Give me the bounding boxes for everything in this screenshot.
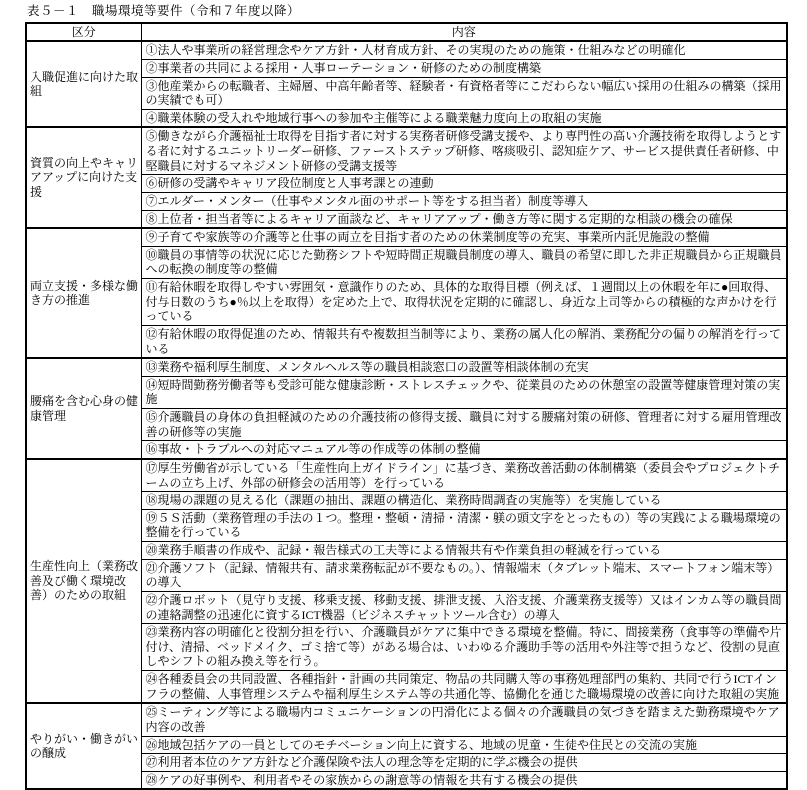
category-cell-job-satisfaction: やりがい・働きがいの醸成 (26, 703, 141, 789)
table-row (26, 325, 787, 358)
content-item-13: ⑬業務や福利厚生制度、メンタルヘルス等の職員相談窓口の設置等相談体制の充実 (141, 358, 787, 376)
table-row (26, 671, 787, 704)
content-item-24: ㉔各種委員会の共同設置、各種指針・計画の共同策定、物品の共同購入等の事務処理部門の集約、共同で行うICTインフラの整備、人事管理システムや福利厚生システム等の共通化等、協働化を通じた職場環境の改善に向けた取組の実施 (141, 671, 787, 704)
table-row (26, 77, 787, 109)
table-row (26, 127, 787, 174)
table-row (26, 591, 787, 623)
content-item-23: ㉓業務内容の明確化と役割分担を行い、介護職員がケアに集中できる環境を整備。特に、間接業務（食事等の準備や片付け、清掃、ベッドメイク、ゴミ捨て等）がある場合は、いわゆる介護助手等の活用や外注等で担うなど、役割の見直しやシフトの組み換え等を行う。 (141, 624, 787, 671)
group-recruitment (26, 41, 787, 127)
group-productivity (26, 459, 787, 703)
content-item-9: ⑨子育てや家族等の介護等と仕事の両立を目指す者のための休業制度等の充実、事業所内託児施設の整備 (141, 228, 787, 246)
table-row (26, 559, 787, 591)
table-row (26, 192, 787, 210)
table-row (26, 509, 787, 541)
content-item-17: ⑰厚生労働省が示している「生産性向上ガイドライン」に基づき、業務改善活動の体制構築（委員会やプロジェクトチームの立ち上げ、外部の研修会の活用等）を行っている (141, 459, 787, 492)
content-item-10: ⑩職員の事情等の状況に応じた勤務シフトや短時間正規職員制度の導入、職員の希望に即した非正規職員から正規職員への転換の制度等の整備 (141, 246, 787, 278)
content-item-8: ⑧上位者・担当者等によるキャリア面談など、キャリアアップ・働き方等に関する定期的な相談の機会の確保 (141, 210, 787, 228)
group-job-satisfaction (26, 703, 787, 789)
content-item-21: ㉑介護ソフト（記録、情報共有、請求業務転記が不要なもの。）、情報端末（タブレット端末、スマートフォン端末等）の導入 (141, 559, 787, 591)
content-item-22: ㉒介護ロボット（見守り支援、移乗支援、移動支援、排泄支援、入浴支援、介護業務支援等）又はインカム等の職員間の連絡調整の迅速化に資するICT機器（ビジネスチャットツール含む）の導入 (141, 591, 787, 623)
content-item-11: ⑪有給休暇を取得しやすい雰囲気・意識作りのため、具体的な取得目標（例えば、１週間以上の休暇を年に●回取得、付与日数のうち●％以上を取得）を定めた上で、取得状況を定期的に確認し、身近な上司等からの積極的な声かけを行っている (141, 279, 787, 326)
table-row (26, 441, 787, 459)
content-item-15: ⑮介護職員の身体の負担軽減のための介護技術の修得支援、職員に対する腰痛対策の研修、管理者に対する雇用管理改善の研修等の実施 (141, 409, 787, 441)
content-item-20: ⑳業務手順書の作成や、記録・報告様式の工夫等による情報共有や作業負担の軽減を行っている (141, 542, 787, 560)
content-item-28: ㉘ケアの好事例や、利用者やその家族からの謝意等の情報を共有する機会の提供 (141, 771, 787, 789)
table-title: 表５－１ 職場環境等要件（令和７年度以降） (27, 4, 301, 18)
table-row (26, 409, 787, 441)
table-row (26, 624, 787, 671)
table-row (26, 703, 787, 736)
content-item-7: ⑦エルダー・メンター（仕事やメンタル面のサポート等をする担当者）制度等導入 (141, 192, 787, 210)
table-row (26, 228, 787, 246)
group-career-support (26, 127, 787, 228)
content-item-5: ⑤働きながら介護福祉士取得を目指す者に対する実務者研修受講支援や、より専門性の高い介護技術を取得しようとする者に対するユニットリーダー研修、ファーストステップ研修、喀痰吸引、認知症ケア、サービス提供責任者研修、中堅職員に対するマネジメント研修の受講支援等 (141, 127, 787, 174)
content-item-25: ㉕ミーティング等による職場内コミュニケーションの円滑化による個々の介護職員の気づきを踏まえた勤務環境やケア内容の改善 (141, 703, 787, 736)
table-row (26, 492, 787, 510)
group-work-life-balance (26, 228, 787, 358)
content-item-6: ⑥研修の受講やキャリア段位制度と人事考課との連動 (141, 175, 787, 193)
header-category: 区分 (26, 23, 141, 42)
table-row (26, 771, 787, 789)
content-item-1: ①法人や事業所の経営理念やケア方針・人材育成方針、その実現のための施策・仕組みなどの明確化 (141, 41, 787, 59)
group-health-management (26, 358, 787, 459)
content-item-12: ⑫有給休暇の取得促進のため、情報共有や複数担当制等により、業務の属人化の解消、業務配分の偏りの解消を行っている (141, 325, 787, 358)
content-item-2: ②事業者の共同による採用・人事ローテーション・研修のための制度構築 (141, 59, 787, 77)
table-row (26, 109, 787, 127)
table-row (26, 210, 787, 228)
table-row (26, 175, 787, 193)
table-row (26, 358, 787, 376)
content-item-14: ⑭短時間勤務労働者等も受診可能な健康診断・ストレスチェックや、従業員のための休憩室の設置等健康管理対策の実施 (141, 376, 787, 408)
table-row (26, 736, 787, 754)
table-row (26, 754, 787, 772)
requirements-table (25, 22, 788, 790)
content-item-16: ⑯事故・トラブルへの対応マニュアル等の作成等の体制の整備 (141, 441, 787, 459)
header-row (26, 23, 787, 42)
category-cell-work-life-balance: 両立支援・多様な働き方の推進 (26, 228, 141, 358)
category-cell-health-management: 腰痛を含む心身の健康管理 (26, 358, 141, 459)
table-row (26, 376, 787, 408)
table-row (26, 41, 787, 59)
header-content: 内容 (141, 23, 787, 42)
table-row (26, 59, 787, 77)
content-item-26: ㉖地域包括ケアの一員としてのモチベーション向上に資する、地域の児童・生徒や住民との交流の実施 (141, 736, 787, 754)
content-item-18: ⑱現場の課題の見える化（課題の抽出、課題の構造化、業務時間調査の実施等）を実施している (141, 492, 787, 510)
category-cell-productivity: 生産性向上（業務改善及び働く環境改善）のための取組 (26, 459, 141, 703)
table-row (26, 459, 787, 492)
table-row (26, 246, 787, 278)
content-item-4: ④職業体験の受入れや地域行事への参加や主催等による職業魅力度向上の取組の実施 (141, 109, 787, 127)
content-item-3: ③他産業からの転職者、主婦層、中高年齢者等、経験者・有資格者等にこだわらない幅広い採用の仕組みの構築（採用の実績でも可） (141, 77, 787, 109)
table-header (26, 23, 787, 42)
content-item-19: ⑲５Ｓ活動（業務管理の手法の１つ。整理・整頓・清掃・清潔・躾の頭文字をとったもの）等の実践による職場環境の整備を行っている (141, 509, 787, 541)
table-row (26, 542, 787, 560)
content-item-27: ㉗利用者本位のケア方針など介護保険や法人の理念等を定期的に学ぶ機会の提供 (141, 754, 787, 772)
category-cell-recruitment: 入職促進に向けた取組 (26, 41, 141, 127)
category-cell-career-support: 資質の向上やキャリアアップに向けた支援 (26, 127, 141, 228)
table-row (26, 279, 787, 326)
